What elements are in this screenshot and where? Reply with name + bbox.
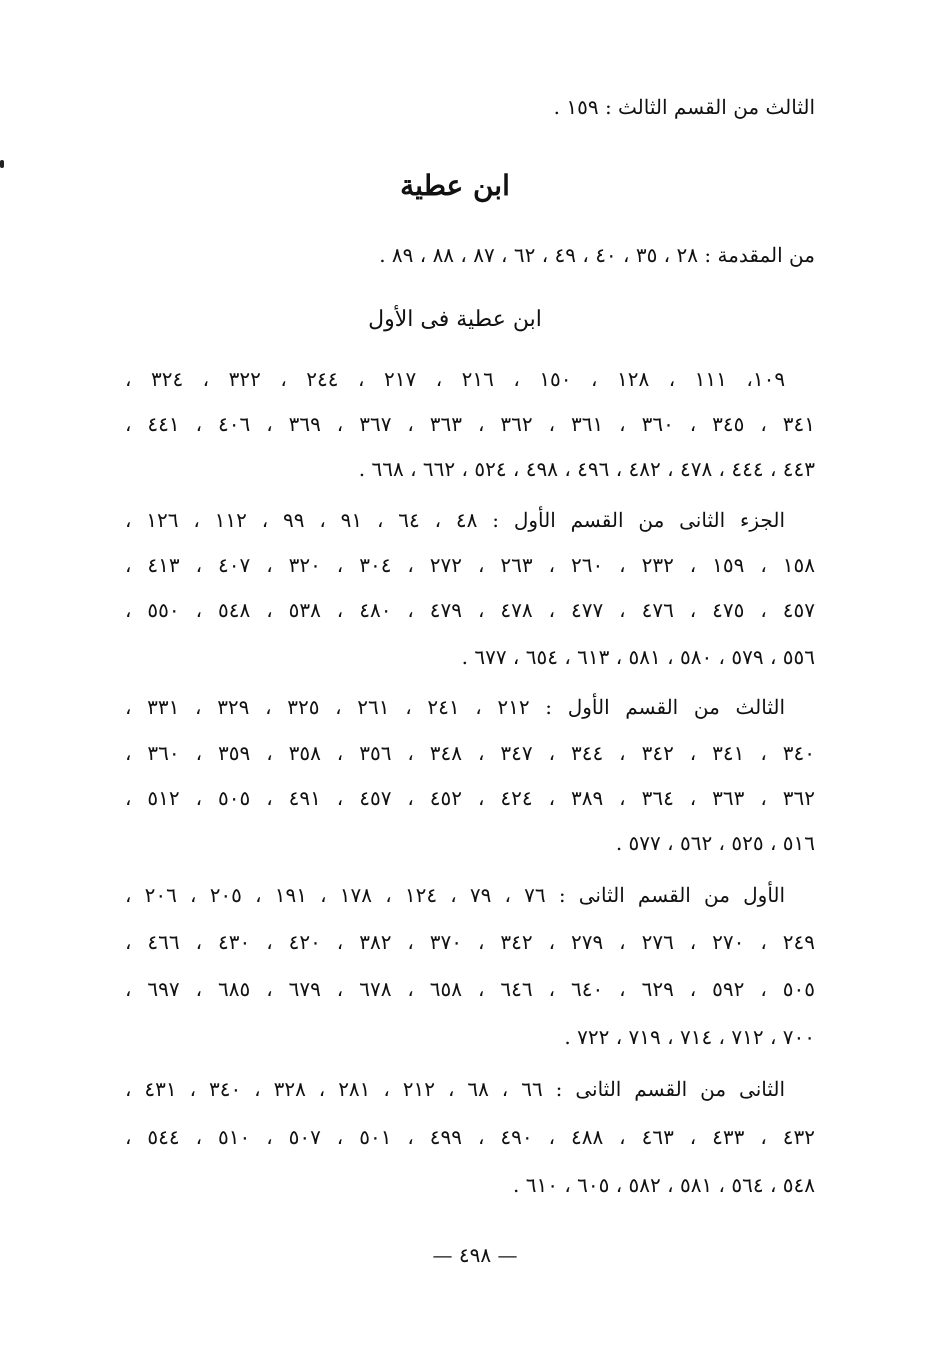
section-line: الثانى من القسم الثانى : ٦٦ ، ٦٨ ، ٢١٢ ، ٢٨١ ، ٣٢٨ ، ٣٤٠ ، ٤٣١ ، [125,1077,786,1101]
section-line: الجزء الثانى من القسم الأول : ٤٨ ، ٦٤ ، ٩١ ، ٩٩ ، ١١٢ ، ١٢٦ ، [125,508,785,532]
section-line: الثالث من القسم الأول : ٢١٢ ، ٢٤١ ، ٢٦١ ، ٣٢٥ ، ٣٢٩ ، ٣٣١ ، [125,695,786,719]
section-line: ٤٤٣ ، ٤٤٤ ، ٤٧٨ ، ٤٨٢ ، ٤٩٦ ، ٤٩٨ ، ٥٢٤ ، ٦٦٢ ، ٦٦٨ . [358,457,815,481]
section-line: ٧٠٠ ، ٧١٢ ، ٧١٤ ، ٧١٩ ، ٧٢٢ . [564,1025,815,1049]
page-number: — ٤٩٨ — [432,1243,518,1267]
section-line: ٣٤١ ، ٣٤٥ ، ٣٦٠ ، ٣٦١ ، ٣٦٢ ، ٣٦٣ ، ٣٦٧ ، ٣٦٩ ، ٤٠٦ ، ٤٤١ ، [125,412,815,436]
intro-line: من المقدمة : ٢٨ ، ٣٥ ، ٤٠ ، ٤٩ ، ٦٢ ، ٨٧ ، ٨٨ ، ٨٩ . [379,243,815,267]
section-line: ٢٤٩ ، ٢٧٠ ، ٢٧٦ ، ٢٧٩ ، ٣٤٢ ، ٣٧٠ ، ٣٨٢ ، ٤٢٠ ، ٤٣٠ ، ٤٦٦ ، [125,930,815,954]
section-line: ١٥٨ ، ١٥٩ ، ٢٣٢ ، ٢٦٠ ، ٢٦٣ ، ٢٧٢ ، ٣٠٤ ، ٣٢٠ ، ٤٠٧ ، ٤١٣ ، [125,553,815,577]
section-line: ٣٤٠ ، ٣٤١ ، ٣٤٢ ، ٣٤٤ ، ٣٤٧ ، ٣٤٨ ، ٣٥٦ ، ٣٥٨ ، ٣٥٩ ، ٣٦٠ ، [125,741,815,765]
section-line: ٥٤٨ ، ٥٦٤ ، ٥٨١ ، ٥٨٢ ، ٦٠٥ ، ٦١٠ . [513,1173,815,1197]
section-line: ١٠٩، ١١١ ، ١٢٨ ، ١٥٠ ، ٢١٦ ، ٢١٧ ، ٢٤٤ ، ٣٢٢ ، ٣٢٤ ، [125,367,786,391]
section-line: ٥١٦ ، ٥٢٥ ، ٥٦٢ ، ٥٧٧ . [615,831,815,855]
main-heading: ابن عطية [400,169,510,202]
section-line: ٣٦٢ ، ٣٦٣ ، ٣٦٤ ، ٣٨٩ ، ٤٢٤ ، ٤٥٢ ، ٤٥٧ ، ٤٩١ ، ٥٠٥ ، ٥١٢ ، [125,786,815,810]
section-line: ٥٠٥ ، ٥٩٢ ، ٦٢٩ ، ٦٤٠ ، ٦٤٦ ، ٦٥٨ ، ٦٧٨ ، ٦٧٩ ، ٦٨٥ ، ٦٩٧ ، [125,977,815,1001]
section-line: ٤٥٧ ، ٤٧٥ ، ٤٧٦ ، ٤٧٧ ، ٤٧٨ ، ٤٧٩ ، ٤٨٠ ، ٥٣٨ ، ٥٤٨ ، ٥٥٠ ، [125,598,815,622]
top-line: الثالث من القسم الثالث : ١٥٩ . [553,95,815,119]
sub-heading: ابن عطية فى الأول [368,307,542,332]
section-line: ٥٥٦ ، ٥٧٩ ، ٥٨٠ ، ٥٨١ ، ٦١٣ ، ٦٥٤ ، ٦٧٧ . [461,645,815,669]
section-line: الأول من القسم الثانى : ٧٦ ، ٧٩ ، ١٢٤ ، ١٧٨ ، ١٩١ ، ٢٠٥ ، ٢٠٦ ، [125,883,786,907]
section-line: ٤٣٢ ، ٤٣٣ ، ٤٦٣ ، ٤٨٨ ، ٤٩٠ ، ٤٩٩ ، ٥٠١ ، ٥٠٧ ، ٥١٠ ، ٥٤٤ ، [125,1125,815,1149]
